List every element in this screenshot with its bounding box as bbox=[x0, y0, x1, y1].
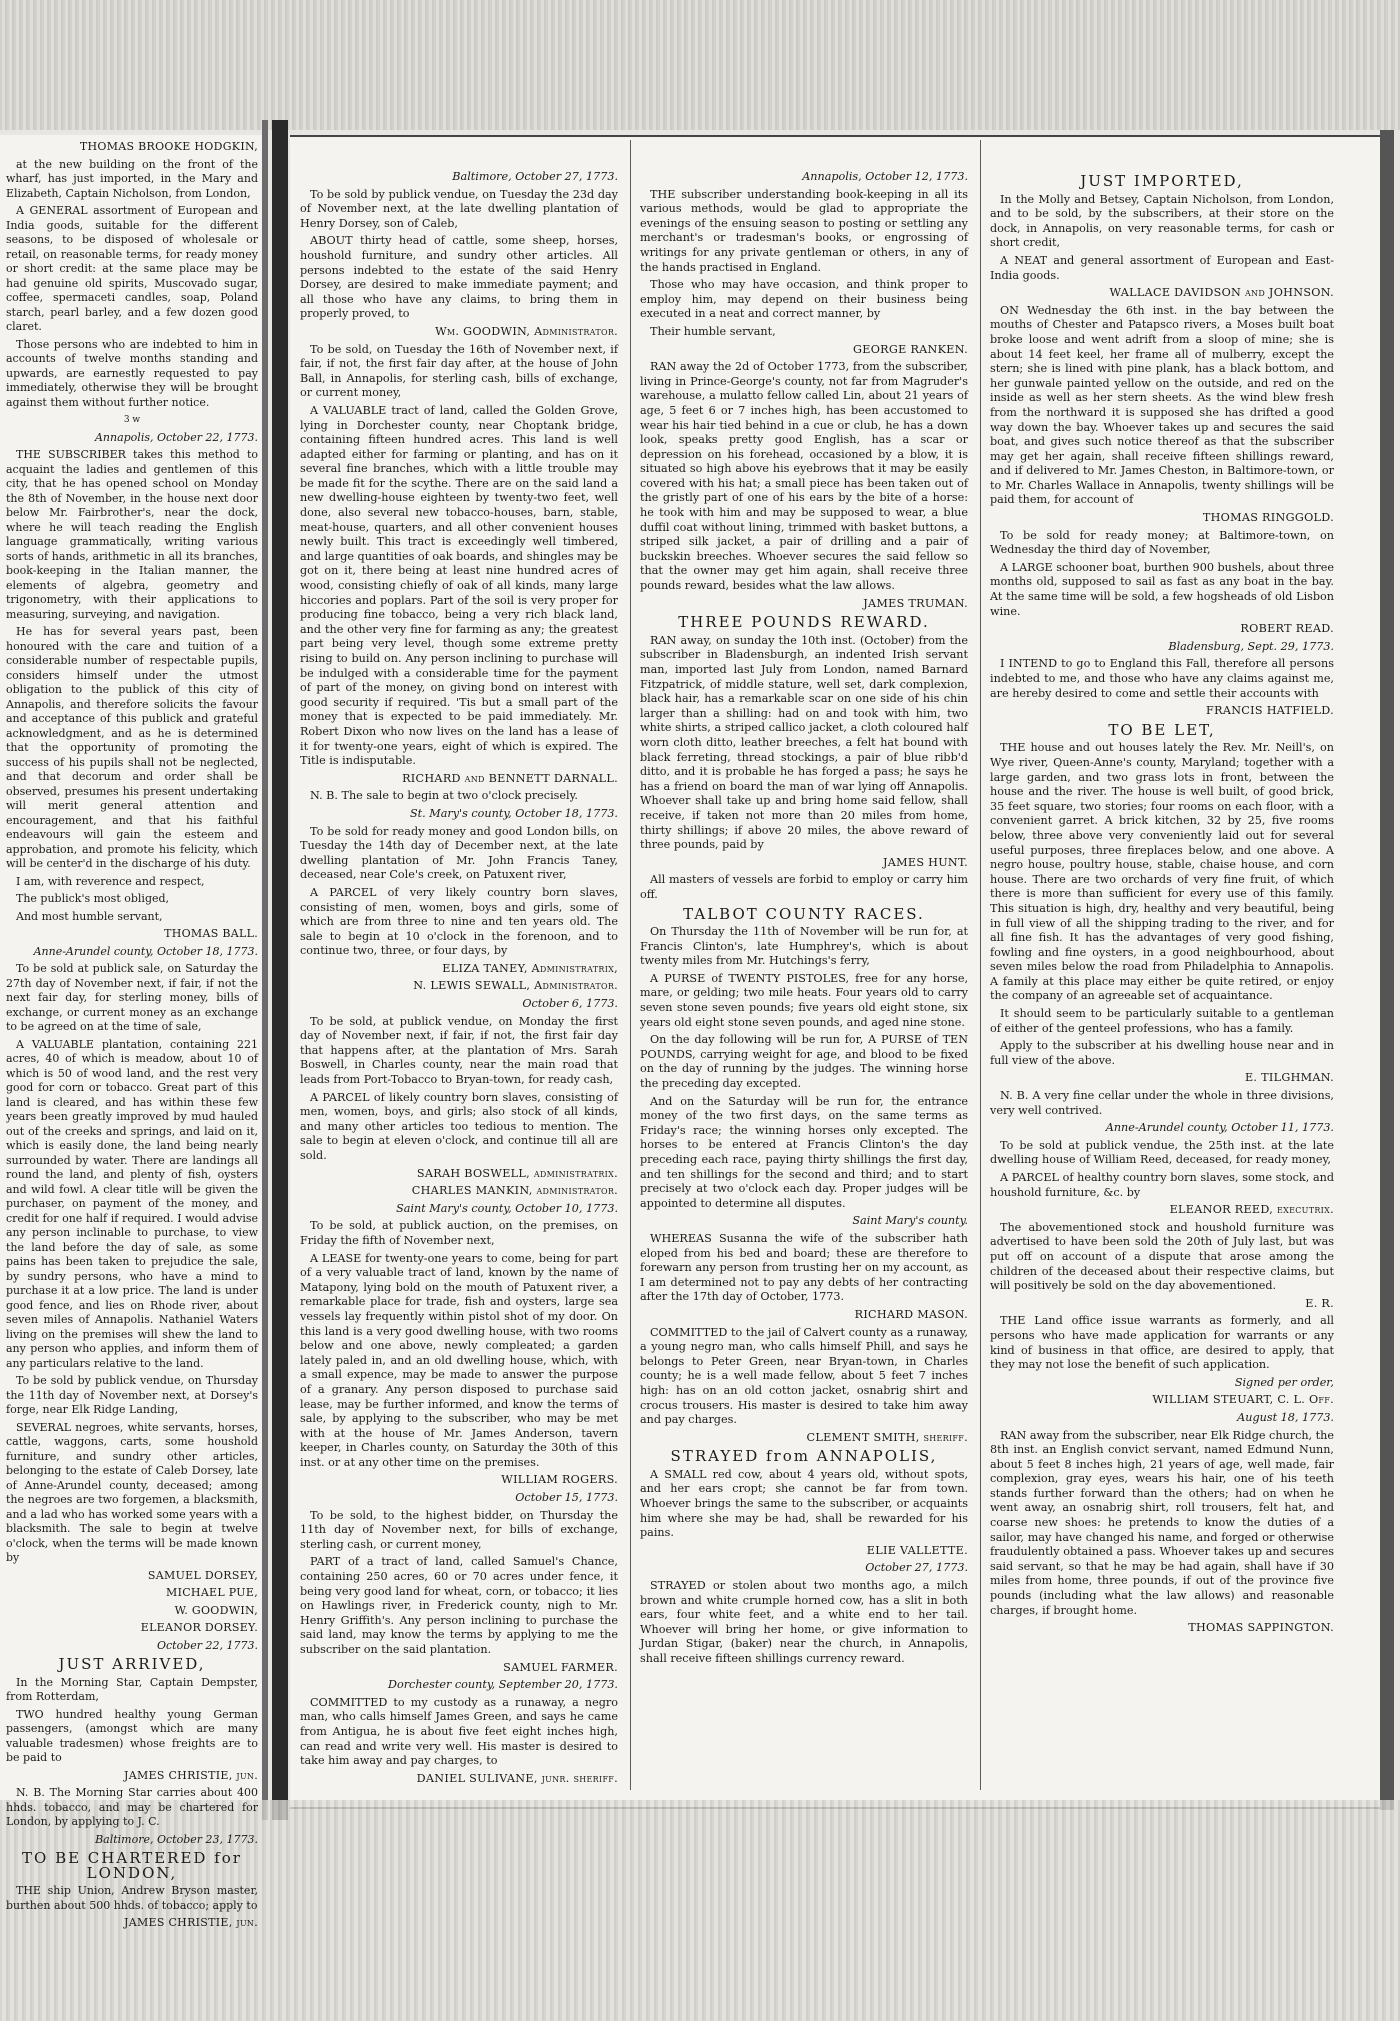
advert-text: To be sold by publick vendue, on Tuesday the 23d day of November next, at the late dwelling plantation of Henry Dorsey, son of Caleb, bbox=[300, 187, 618, 230]
signature: RICHARD and BENNETT DARNALL. bbox=[402, 771, 618, 785]
dateline: Annapolis, October 22, 1773. bbox=[94, 430, 258, 444]
signature: WILLIAM STEUART, C. L. Off. bbox=[1152, 1393, 1334, 1407]
dateline: Bladensburg, Sept. 29, 1773. bbox=[1168, 639, 1334, 653]
advert-text: In the Molly and Betsey, Captain Nicholson, from London, and to be sold, by the subscribers, at their store on the dock, in Annapolis, on very reasonable terms, for cash or short credit, bbox=[990, 192, 1334, 250]
dateline: October 22, 1773. bbox=[156, 1638, 258, 1652]
advert-text: COMMITTED to the jail of Calvert county as a runaway, a young negro man, who calls himself Phill, and says he belongs to Peter Green, near Bryan-town, in Charles county; he is a well made fellow, about 5 feet 7 inches high: has on an old cotton jacket, osnabrig shirt and crocus trousers. His master is desired to take him away and pay charges. bbox=[640, 1325, 968, 1427]
advert-text: To be sold, to the highest bidder, on Thursday the 11th day of November next, for bills of exchange, sterling cash, or current money, bbox=[300, 1508, 618, 1551]
advert-text: at the new building on the front of the wharf, has just imported, in the Mary and Elizabeth, Captain Nicholson, from London, bbox=[6, 157, 258, 200]
advert-text: Their humble servant, bbox=[650, 324, 776, 338]
advert-text: On the day following will be run for, A PURSE of TEN POUNDS, carrying weight for age, and blood to be fixed on the day of running by the judges. The winning horse the preceding day excepted. bbox=[640, 1033, 968, 1091]
signature: WILLIAM ROGERS. bbox=[501, 1473, 618, 1487]
scan-shadow-top bbox=[0, 0, 1400, 130]
column-rule bbox=[630, 140, 631, 1790]
advert-text: THE Land office issue warrants as formerly, and all persons who have made application for warrants or any kind of business in that office, are desired to apply, that they may not lose the benefit of such application. bbox=[990, 1314, 1334, 1372]
signature: ELEANOR REED, executrix. bbox=[1169, 1203, 1334, 1217]
advert-text: RAN away the 2d of October 1773, from the subscriber, living in Prince-George's county, not far from Magruder's warehouse, a mulatto fellow called Lin, about 21 years of age, 5 feet 6 or 7 inches high, has been accustomed to wear his hair tied behind in a cue or club, he has a down look, speaks pretty good English, has a scar or depression on his forehead, occasioned by a blow, it is situated so high above his eyebrows that it may be easily covered with his hat; a small piece has been taken out of the gristly part of one of his ears by the bite of a horse: he took with him and may be supposed to wear, a blue duffil coat without lining, trimmed with basket buttons, a striped silk jacket, a pair of drilling and a pair of buckskin breeches. Whoever secures the said fellow so that the owner may get him again, shall receive three pounds reward, besides what the law allows. bbox=[640, 360, 968, 593]
advert-text: A PURSE of TWENTY PISTOLES, free for any horse, mare, or gelding; two mile heats. Four years old to carry seven stone seven pounds; five years old eight stone, six years old eight stone seven pounds, and aged nine stone. bbox=[640, 971, 968, 1029]
dateline: October 6, 1773. bbox=[522, 997, 618, 1011]
right-page-column-1 bbox=[300, 170, 618, 1830]
signature: FRANCIS HATFIELD. bbox=[1206, 704, 1334, 718]
advert-text: To be sold by publick vendue, on Thursday the 11th day of November next, at Dorsey's forge, near Elk Ridge Landing, bbox=[6, 1374, 258, 1416]
advert-text: To be sold, at publick auction, on the premises, on Friday the fifth of November next, bbox=[300, 1219, 618, 1247]
dateline: Saint Mary's county. bbox=[852, 1214, 968, 1228]
dateline: Saint Mary's county, October 10, 1773. bbox=[396, 1201, 618, 1215]
advert-heading: TALBOT COUNTY RACES. bbox=[683, 904, 925, 923]
advert-text: The abovementioned stock and houshold furniture was advertised to have been sold the 20th of July last, but was put off on account of a dispute that arose among the children of the deceased about their respective claims, but will positively be sold on the day abovementioned. bbox=[990, 1220, 1334, 1293]
advert-text: I INTEND to go to England this Fall, therefore all persons indebted to me, and those who have any claims against me, are hereby desired to come and settle their accounts with bbox=[990, 657, 1334, 700]
signature: SAMUEL DORSEY, bbox=[147, 1568, 258, 1582]
advert-text: And most humble servant, bbox=[16, 909, 163, 923]
advert-text: To be sold, at publick vendue, on Monday the first day of November next, if fair, if not, the first fair day that happens after, at the plantation of Mrs. Sarah Boswell, in Charles county, near the main road that leads from Port-Tobacco to Bryan-town, for ready cash, bbox=[300, 1014, 618, 1087]
advert-text: PART of a tract of land, called Samuel's Chance, containing 250 acres, 60 or 70 acres under fence, it being very good land for wheat, corn, or tobacco; it lies on Hawlings river, in Frederick county, nigh to Mr. Henry Griffith's. Any person inclining to purchase the said land, may know the terms by applying to me the subscriber on the said plantation. bbox=[300, 1555, 618, 1656]
advert-text: N. B. The sale to begin at two o'clock precisely. bbox=[310, 789, 578, 803]
advert-text: STRAYED or stolen about two months ago, a milch brown and white crumple horned cow, has a slit in both ears, four white feet, and a white end to her tail. Whoever will bring her home, or give information to Jurdan Stigar, (baker) near the church, in Annapolis, shall receive fifteen shillings currency reward. bbox=[640, 1579, 968, 1665]
signature: DANIEL SULIVANE, junr. sheriff. bbox=[416, 1771, 618, 1785]
advert-text: A NEAT and general assortment of European and East-India goods. bbox=[990, 253, 1334, 282]
signature: ROBERT READ. bbox=[1240, 622, 1334, 636]
advert-text: A PARCEL of healthy country born slaves, some stock, and houshold furniture, &c. by bbox=[990, 1171, 1334, 1199]
advert-text: A VALUABLE plantation, containing 221 acres, 40 of which is meadow, about 10 of which is 50 of wood land, and the rest very good for corn or tobacco. Great part of this land is cleared, and has within these few years been greatly improved by mud hauled out of the creeks and springs, and laid on it, which is easily done, the land being nearly surrounded by water. There are landings all round the land, and plenty of fish, oysters and wild fowl. A clear title will be given the purchaser, on payment of the money, and credit for one half if required. I would advise any person inclinable to purchase, to view the land before the day of sale, as some pains has been taken to prejudice the sale, by sundry persons, who have a mind to purchase it at a low price. The land is under good fence, and lies on Rhode river, about seven miles of Annapolis. Nathaniel Waters living on the premises will shew the land to any person who applies, and inform them of any particulars relative to the land. bbox=[6, 1037, 258, 1370]
signature: Wm. GOODWIN, Administrator. bbox=[435, 324, 618, 338]
advert-text: It should seem to be particularly suitable to a gentleman of either of the genteel professions, who has a family. bbox=[990, 1007, 1334, 1035]
signature: CLEMENT SMITH, sheriff. bbox=[806, 1430, 968, 1444]
signature: ELEANOR DORSEY. bbox=[140, 1621, 258, 1634]
signature: THOMAS BROOKE HODGKIN, bbox=[79, 140, 258, 153]
advert-text: A VALUABLE tract of land, called the Golden Grove, lying in Dorchester county, near Choptank bridge, containing fifteen hundred acres. This land is well adapted either for farming or planting, and has on it several fine branches, which with a little trouble may be made fit for the scythe. There are on the said land a new dwelling-house eighteen by twenty-two feet, well done, also several new tobacco-houses, barn, stable, meat-house, quarters, and all other convenient houses newly built. This tract is exceedingly well timbered, and large quantities of oak boards, and shingles may be got on it, there being at least nine hundred acres of wood, consisting chiefly of oak of all kinds, many large hiccories and poplars. Part of the soil is very proper for producing fine tobacco, being a very rich black land, and the other very fine for farming as any; the greatest part being very level, though some extreme pretty rising to build on. Any person inclining to purchase will be indulged with a considerable time for the payment of part of the money, on giving bond on interest with good security if required. 'Tis but a small part of the money that is expected to be paid immediately. Mr. Robert Dixon who now lives on the land has a lease of it for twenty-one years, eight of which is expired. The Title is indisputable. bbox=[300, 403, 618, 768]
advert-heading: STRAYED from ANNAPOLIS, bbox=[670, 1447, 938, 1466]
right-page-column-3 bbox=[990, 170, 1334, 1830]
advert-text: SEVERAL negroes, white servants, horses, cattle, waggons, carts, some houshold furniture, and sundry other articles, belonging to the estate of Caleb Dorsey, late of Anne-Arundel county, deceased; among the negroes are two forgemen, a blacksmith, and a lad who has worked some years with a blacksmith. The sale to begin at twelve o'clock, when the terms will be made known by bbox=[6, 1420, 258, 1564]
advert-text: Those who may have occasion, and think proper to employ him, may depend on their business being executed in a neat and correct manner, by bbox=[640, 278, 968, 321]
advert-text: To be sold, on Tuesday the 16th of November next, if fair, if not, the first fair day after, at the house of John Ball, in Annapolis, for sterling cash, bills of exchange, or current money, bbox=[300, 342, 618, 400]
advert-text: To be sold at publick vendue, the 25th inst. at the late dwelling house of William Reed, deceased, for ready money, bbox=[990, 1138, 1334, 1167]
signature: THOMAS RINGGOLD. bbox=[1202, 511, 1334, 525]
signature: E. TILGHMAN. bbox=[1244, 1071, 1334, 1085]
advert-text: A PARCEL of likely country born slaves, consisting of men, women, boys, and girls; also stock of all kinds, and many other articles too tedious to mention. The sale to begin at eleven o'clock, and continue till all are sold. bbox=[300, 1090, 618, 1162]
advert-heading: JUST ARRIVED, bbox=[58, 1655, 206, 1673]
signature: SARAH BOSWELL, administratrix. bbox=[416, 1166, 618, 1180]
signature: E. R. bbox=[1305, 1296, 1334, 1310]
advert-heading: THREE POUNDS REWARD. bbox=[678, 613, 930, 632]
advert-text: Apply to the subscriber at his dwelling house near and in full view of the above. bbox=[990, 1039, 1334, 1067]
advert-text: On Thursday the 11th of November will be run for, at Francis Clinton's, late Humphrey's, which is about twenty miles from Mr. Hutchings's ferry, bbox=[640, 925, 968, 968]
advert-text: WHEREAS Susanna the wife of the subscriber hath eloped from his bed and board; these are therefore to forewarn any person from trusting her on my account, as I am determined not to pay any debts of her contracting after the 17th day of October, 1773. bbox=[640, 1231, 968, 1304]
book-gutter bbox=[272, 120, 288, 1820]
dateline: August 18, 1773. bbox=[1237, 1410, 1334, 1424]
insertion-marker: 3 w bbox=[123, 415, 141, 425]
advert-text: He has for several years past, been honoured with the care and tuition of a considerable number of respectable pupils, considers himself under the utmost obligation to the publick of this city of Annapolis, and therefore solicits the favour and acceptance of this publick and grateful acknowledgment, and as he is determined that the opportunity of promoting the success of his pupils shall not be neglected, and that decorum and order shall be observed, presumes his present undertaking will merit general attention and encouragement, and that his faithful endeavours will gain the esteem and approbation, and promote his felicity, which will be center'd in the discharge of his duty. bbox=[6, 625, 258, 870]
signature: RICHARD MASON. bbox=[854, 1307, 968, 1321]
left-page-column bbox=[6, 140, 258, 1929]
advert-text: THE SUBSCRIBER takes this method to acquaint the ladies and gentlemen of this city, that he has opened school on Monday the 8th of November, in the house next door below Mr. Fairbrother's, near the dock, where he will teach reading the English language grammatically, writing various sorts of hands, arithmetic in all its branches, book-keeping in the Italian manner, the elements of algebra, geometry and trigonometry, with their applications to measuring, surveying, and navigation. bbox=[6, 448, 258, 621]
advert-text: A LEASE for twenty-one years to come, being for part of a very valuable tract of land, known by the name of Matapony, lying bold on the mouth of Patuxent river, a remarkable place for trade, fish and oysters, large sea vessels lay frequently within pistol shot of my door. On this land is a very good dwelling house, with two rooms below and one above, newly compleated; a garden lately paled in, and an old dwelling house, which, with a small expence, may be made to answer the purpose of a granary. Any person disposed to purchase said lease, may be further informed, and know the terms of sale, by applying to the subscriber, who may be met with at the house of Mr. James Anderson, tavern keeper, in Charles county, on Saturday the 30th of this inst. or at any other time on the premises. bbox=[300, 1251, 618, 1469]
signature: THOMAS SAPPINGTON. bbox=[1188, 1621, 1334, 1635]
advert-text: ABOUT thirty head of cattle, some sheep, horses, houshold furniture, and sundry other articles. All persons indebted to the estate of the said Henry Dorsey, are desired to make immediate payment; and all those who have any claims, to bring them in properly proved, to bbox=[300, 234, 618, 321]
dateline: St. Mary's county, October 18, 1773. bbox=[409, 806, 618, 820]
signature: CHARLES MANKIN, administrator. bbox=[411, 1184, 618, 1198]
page-edge-right bbox=[1380, 130, 1394, 1810]
dateline: Anne-Arundel county, October 18, 1773. bbox=[33, 944, 258, 958]
advert-text: All masters of vessels are forbid to employ or carry him off. bbox=[640, 873, 968, 901]
signature: SAMUEL FARMER. bbox=[503, 1660, 618, 1674]
advert-text: THE ship Union, Andrew Bryson master, burthen about 500 hhds. of tobacco; apply to bbox=[6, 1884, 258, 1912]
signature: JAMES HUNT. bbox=[882, 855, 968, 869]
advert-text: To be sold for ready money; at Baltimore-town, on Wednesday the third day of November, bbox=[990, 528, 1334, 557]
signature: ELIE VALLETTE. bbox=[866, 1543, 968, 1557]
dateline: Annapolis, October 12, 1773. bbox=[802, 170, 968, 183]
advert-text: COMMITTED to my custody as a runaway, a negro man, who calls himself James Green, and says he came from Antigua, he is about five feet eight inches high, can read and write very well. His master is desired to take him away and pay charges, to bbox=[300, 1695, 618, 1768]
advert-text: And on the Saturday will be run for, the entrance money of the two first days, on the same terms as Friday's race; the winning horses only excepted. The horses to be entered at Francis Clinton's the day preceding each race, paying thirty shillings the first day, and ten shillings for the second and third; and to start precisely at two o'clock each day. Proper judges will be appointed to determine all disputes. bbox=[640, 1094, 968, 1210]
advert-text: N. B. A very fine cellar under the whole in three divisions, very well contrived. bbox=[990, 1089, 1334, 1117]
advert-heading: TO BE LET, bbox=[1108, 720, 1216, 739]
signature: JAMES CHRISTIE, jun. bbox=[123, 1768, 258, 1782]
dateline: Anne-Arundel county, October 11, 1773. bbox=[1105, 1121, 1334, 1135]
advert-text: I am, with reverence and respect, bbox=[16, 874, 205, 888]
signature: GEORGE RANKEN. bbox=[852, 342, 968, 356]
advert-text: TWO hundred healthy young German passengers, (amongst which are many valuable tradesmen) whose freights are to be paid to bbox=[6, 1707, 258, 1764]
advert-text: THE house and out houses lately the Rev. Mr. Neill's, on Wye river, Queen-Anne's county, Maryland; together with a large garden, and two grass lots in front, between the house and the river. The house is well built, of good brick, 35 feet square, two stories; four rooms on each floor, with a convenient garret. A brick kitchen, 32 by 25, five rooms below, three above very conveniently laid out for several useful purposes, three fireplaces below, and one above. A negro house, poultry house, stable, chaise house, and corn house. There are two orchards of very fine fruit, of which there is more than sufficient for every use of this family. This situation is high, dry, healthy and very beautiful, being in full view of all the shipping trading to the river, and for all fine fish. It has the advantages of very good fishing, fowling and fine oysters, in a good neighbourhood, about seven miles below the road from Philadelphia to Annapolis. A family at this place may either be quite retired, or enjoy the company of an agreeable set of acquaintance. bbox=[990, 741, 1334, 1003]
advert-text: A PARCEL of very likely country born slaves, consisting of men, women, boys and girls, some of which are from three to nine and ten years old. The sale to begin at 10 o'clock in the forenoon, and to continue two, three, or four days, by bbox=[300, 885, 618, 958]
advert-text: RAN away, on sunday the 10th inst. (October) from the subscriber in Bladensburgh, an indented Irish servant man, imported last July from London, named Barnard Fitzpatrick, of middle stature, well set, dark complexion, black hair, has a remarkable scar on one side of his chin larger than a shilling: had on and took with him, two white shirts, a striped callico jacket, a cloth coloured half worn cloth ditto, leather breeches, a felt hat bound with black ferreting, thread stockings, a pair of blue ribb'd ditto, and it is probable he has forged a pass; he says he has a friend on board the man of war lying off Annapolis. Whoever shall take up and bring home said fellow, shall receive, if taken not more than 20 miles from home, thirty shillings; if above 20 miles, the above reward of three pounds, paid by bbox=[640, 633, 968, 852]
advert-text: RAN away from the subscriber, near Elk Ridge church, the 8th inst. an English convict servant, named Edmund Nunn, about 5 feet 8 inches high, 21 years of age, well made, fair complexion, gray eyes, wears his hair, one of his teeth stands further forward than the others; had on when he went away, an osnabrig shirt, roll trousers, felt hat, and coarse new shoes: he pretends to know the duties of a sailor, may have changed his name, and forged or otherwise fraudulently obtained a pass. Whoever takes up and secures said servant, so that he may be had again, shall have if 30 miles from home, three pounds, if out of the province five pounds (including what the law allows) and reasonable charges, if brought home. bbox=[990, 1428, 1334, 1617]
advert-text: To be sold for ready money and good London bills, on Tuesday the 14th day of December next, at the late dwelling plantation of Mr. John Francis Taney, deceased, near Cole's creek, on Patuxent river, bbox=[300, 824, 618, 882]
signature: THOMAS BALL. bbox=[164, 927, 258, 940]
advert-text: A LARGE schooner boat, burthen 900 bushels, about three months old, supposed to sail as fast as any boat in the bay. At the same time will be sold, a few hogsheads of old Lisbon wine. bbox=[990, 560, 1335, 618]
advert-text: The publick's most obliged, bbox=[16, 892, 170, 905]
dateline: October 15, 1773. bbox=[515, 1491, 618, 1505]
advert-text: Those persons who are indebted to him in accounts of twelve months standing and upwards, are earnestly requested to pay immediately, otherwise they will be brought against them without further notice. bbox=[6, 337, 258, 409]
advert-text: A GENERAL assortment of European and India goods, suitable for the different seasons, to be disposed of wholesale or retail, on reasonable terms, for ready money or short credit: at the same place may be had genuine old spirits, Muscovado sugar, coffee, spermaceti candles, soap, Poland starch, pearl barley, and a few dozen good claret. bbox=[6, 204, 258, 333]
advert-text: To be sold at publick sale, on Saturday the 27th day of November next, if fair, if not the next fair day, for sterling money, bills of exchange, or current money as an exchange to be agreed on at the time of sale, bbox=[6, 962, 258, 1033]
advert-text: THE subscriber understanding book-keeping in all its various methods, would be glad to appropriate the evenings of the ensuing season to posting or settling any merchant's or tradesman's books, or engrossing of writings for any private gentleman or others, in any of the hands practised in England. bbox=[640, 187, 968, 274]
binding-edge bbox=[262, 120, 268, 1820]
dateline: Baltimore, October 27, 1773. bbox=[452, 170, 618, 183]
right-page-column-2 bbox=[640, 170, 968, 1830]
advert-text: In the Morning Star, Captain Dempster, from Rotterdam, bbox=[6, 1675, 258, 1703]
signature: W. GOODWIN, bbox=[174, 1603, 258, 1617]
signature: ELIZA TANEY, Administratrix, bbox=[442, 961, 618, 975]
signature: N. LEWIS SEWALL, Administrator. bbox=[413, 979, 618, 993]
advert-text: N. B. The Morning Star carries about 400 hhds. tobacco, and may be chartered for London, by applying to J. C. bbox=[6, 1786, 258, 1828]
signature: JAMES TRUMAN. bbox=[863, 596, 968, 610]
dateline: October 27, 1773. bbox=[865, 1561, 968, 1575]
advert-heading: TO BE CHARTERED for LONDON, bbox=[22, 1849, 242, 1882]
signature: WALLACE DAVIDSON and JOHNSON. bbox=[1109, 286, 1334, 300]
dateline: Signed per order, bbox=[1234, 1375, 1334, 1389]
advert-text: A SMALL red cow, about 4 years old, without spots, and her ears cropt; she cannot be far from town. Whoever brings the same to the subscriber, or acquaints him where she may be had, shall be rewarded for his pains. bbox=[640, 1467, 968, 1540]
column-rule bbox=[980, 140, 981, 1790]
advert-text: ON Wednesday the 6th inst. in the bay between the mouths of Chester and Patapsco rivers, a Moses built boat broke loose and went adrift from a sloop of mine; she is about 14 feet keel, her frame all of mulberry, except the stern; she is lined with pine plank, has a black bottom, and her gunwale painted yellow on the outside, and red on the inside as well as her stern sheets. As the wind blew fresh from the northward it is supposed she has drifted a good way down the bay. Whoever takes up and secures the said boat, and gives such notice thereof as that the subscriber may get her again, shall receive fifteen shillings reward, and if delivered to Mr. James Cheston, in Baltimore-town, or to Mr. Charles Wallace in Annapolis, twenty shillings will be paid them, for account of bbox=[990, 303, 1334, 507]
signature: MICHAEL PUE, bbox=[166, 1586, 258, 1599]
advert-heading: JUST IMPORTED, bbox=[1080, 172, 1244, 190]
dateline: Dorchester county, September 20, 1773. bbox=[388, 1678, 618, 1692]
dateline: Baltimore, October 23, 1773. bbox=[95, 1832, 258, 1846]
signature: JAMES CHRISTIE, jun. bbox=[123, 1916, 258, 1929]
